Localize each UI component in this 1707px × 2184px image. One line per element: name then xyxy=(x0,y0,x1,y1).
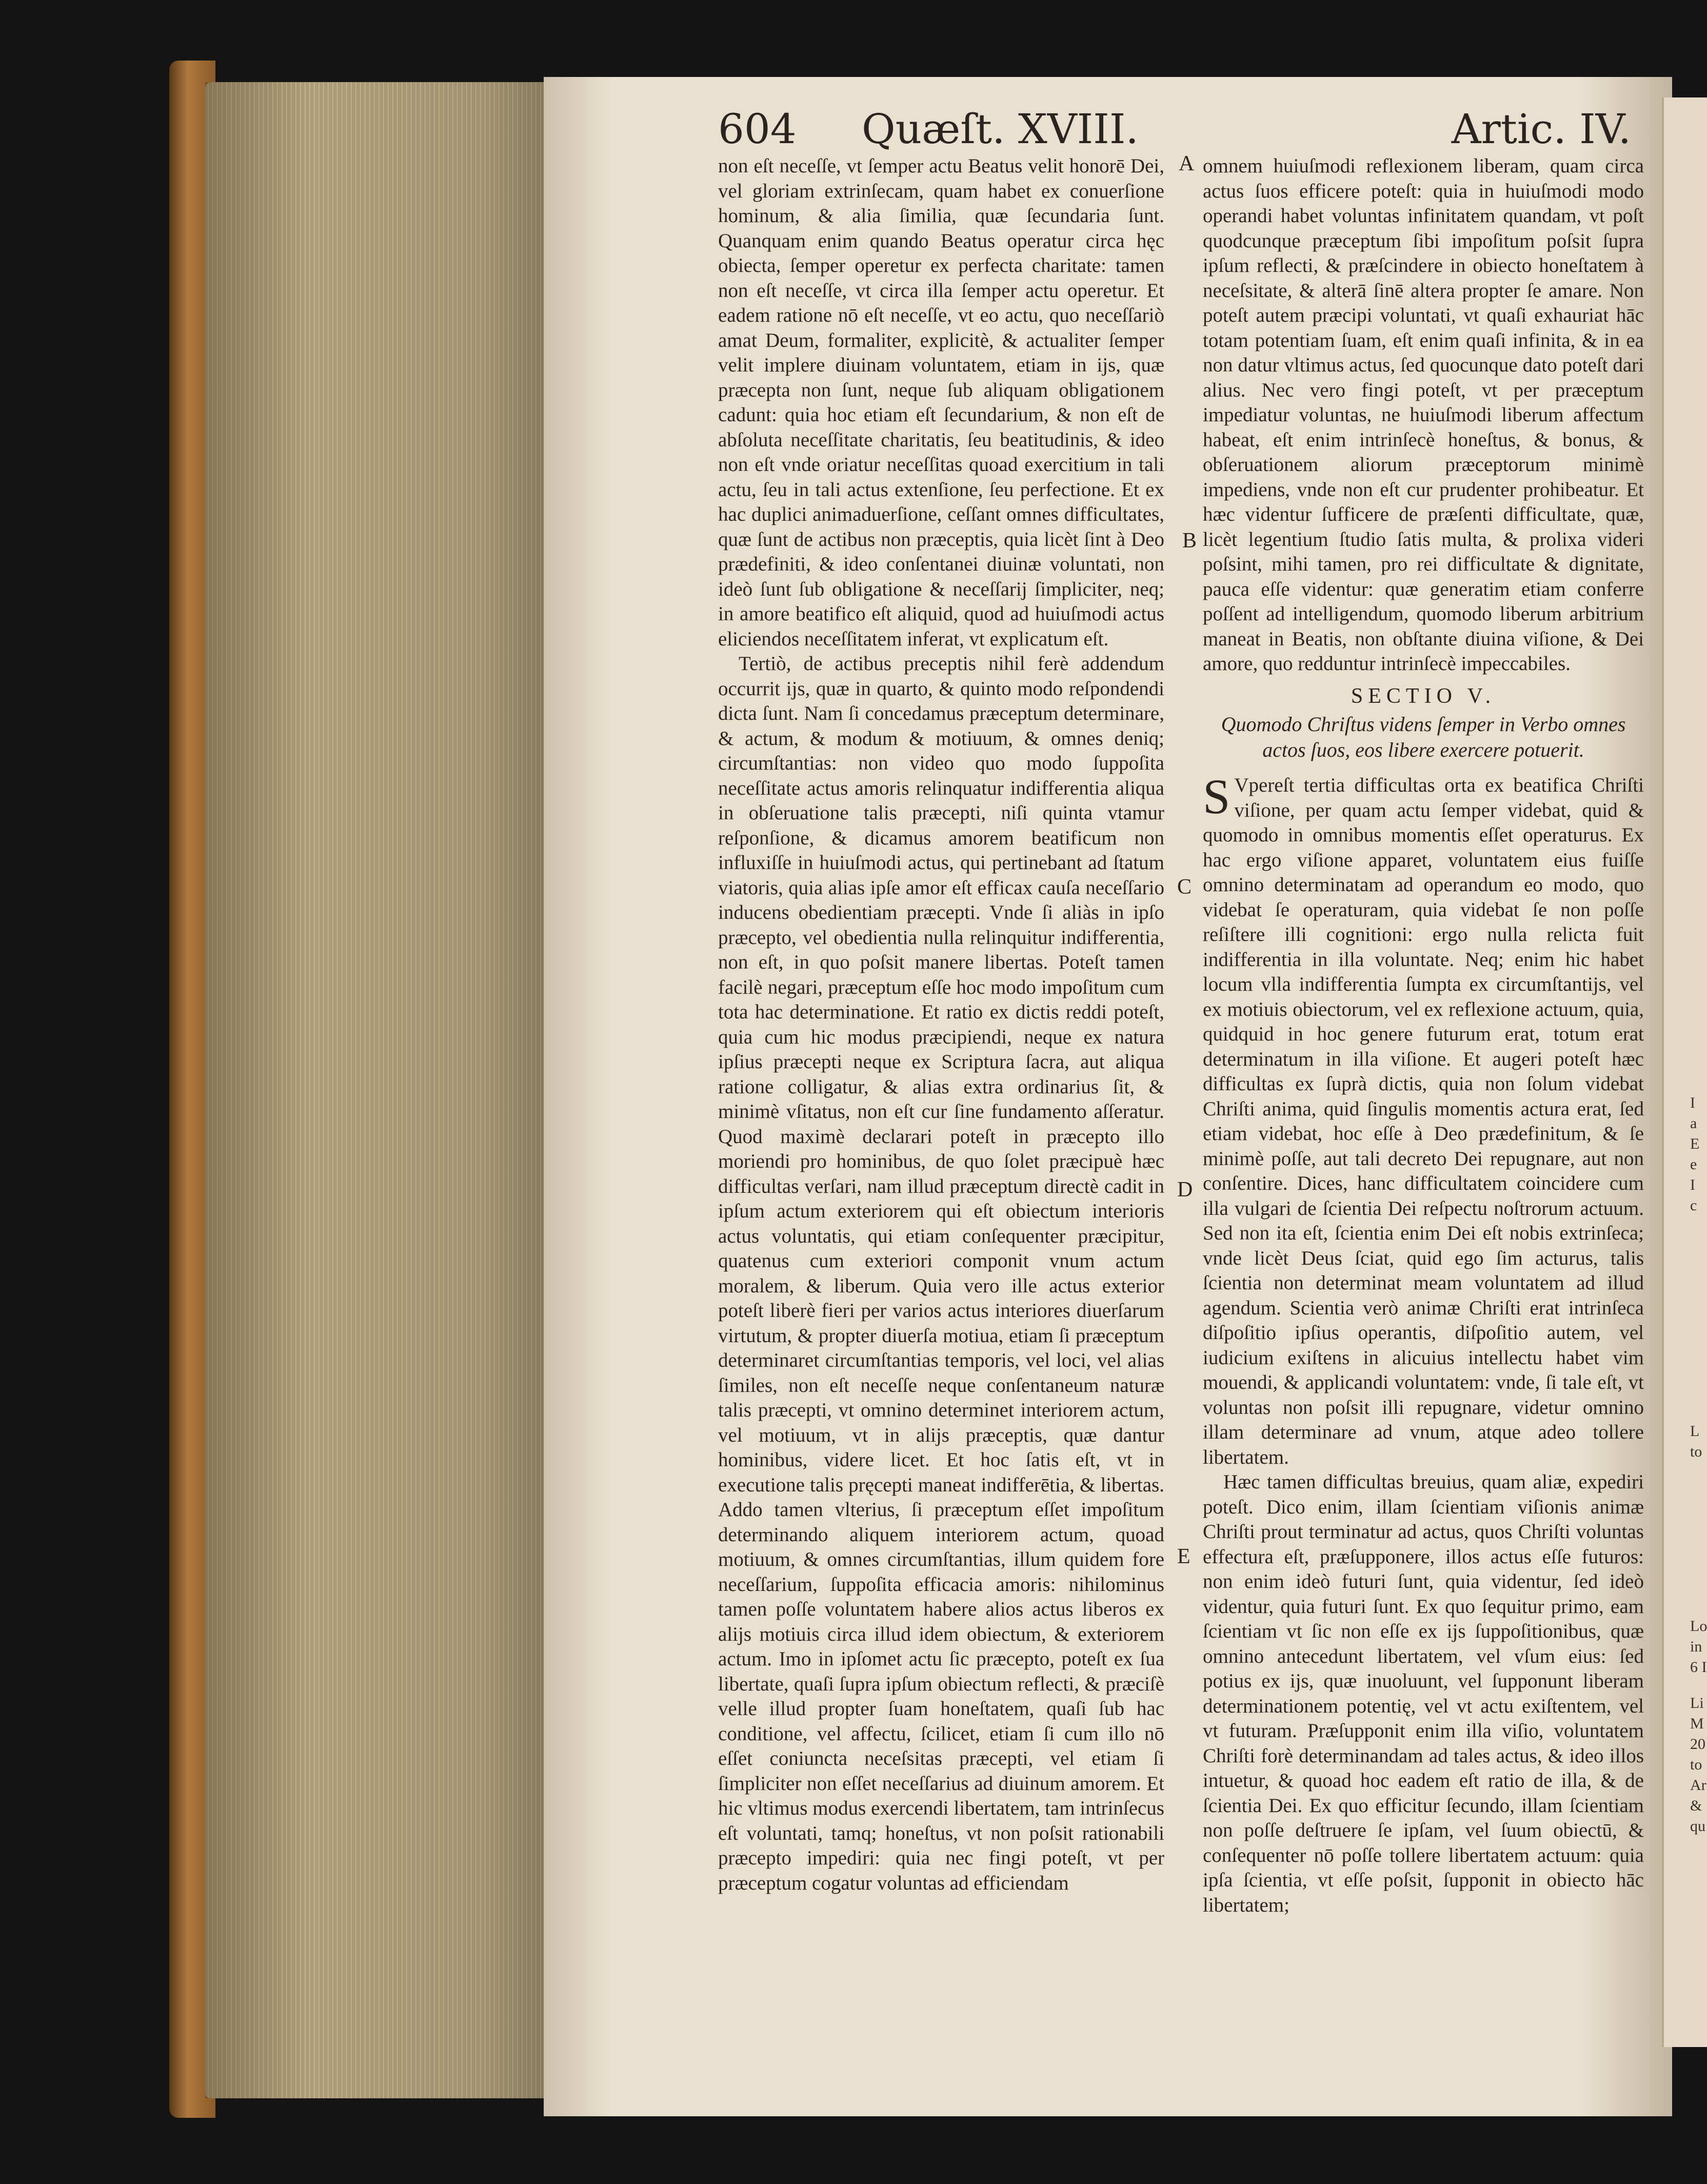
fore-edge-fragment: Li xyxy=(1690,1695,1704,1711)
left-paragraph-2: Tertiò, de actibus preceptis nihil ferè addendum occurrit ijs, quæ in quarto, & quinto modo reſpondendi dicta ſunt. Nam ſi concedamus præceptum determinare, & actum, & modum & motiuum, & omnes deniq; circumſtantias: non video quo modo ſuppoſita neceſſitate actus amoris relinquatur indifferentia aliqua in obſeruatione talis præcepti, niſi quinta vtamur reſponſione, & dicamus amorem beatificum non influxiſſe in huiuſmodi actus, qui pertinebant ad ſtatum viatoris, quia alias ipſe amor eſt efficax cauſa neceſſario inducens obedientiam præcepti. Vnde ſi aliàs in ipſo præcepto, vel obedientia nulla relinquitur indifferentia, non eſt, in quo poſsit manere libertas. Poteſt tamen facilè negari, præceptum eſſe hoc modo impoſitum cum tota hac determinatione. Et ratio ex dictis reddi poteſt, quia cum hic modus præcipiendi, neque ex natura ipſius præcepti neque ex Scriptura ſacra, aut aliqua ratione colligatur, & alias extra ordinarius ſit, & minimè vſitatus, non eſt cur ſine fundamento aſſeratur. Quod maximè declarari poteſt in præcepto illo moriendi pro hominibus, de quo ſolet præcipuè hæc difficultas verſari, nam illud præceptum directè cadit in ipſum actum exteriorem qui eſt obiectum interioris actus voluntatis, qui etiam conſequenter præcipitur, quatenus cum exteriori componit vnum actum moralem, & liberum. Quia vero ille actus exterior poteſt liberè fieri per varios actus interiores diuerſarum virtutum, & propter diuerſa motiua, etiam ſi præceptum determinaret circumſtantias temporis, vel loci, vel alias ſimiles, non eſt neceſſe neque conſentaneum naturæ talis præcepti, vt omnino determinet interiorem actum, vel motiuum, vt in alijs præceptis, quæ dantur hominibus, videre licet. Et hoc ſatis eſt, vt in executione talis pręcepti maneat indifferētia, & libertas. Addo tamen vlterius, ſi præceptum eſſet impoſitum determinando aliquem interiorem actum, quoad motiuum, & omnes circumſtantias, illum quidem fore neceſſarium, ſuppoſita efficacia amoris: nihilominus tamen poſſe voluntatem habere alios actus liberos ex alijs motiuis circa illud idem obiectum, & exteriorem actum. Imo in ipſomet actu ſic præcepto, poteſt ex ſua libertate, quaſi ſupra ipſum obiectum reflecti, & præciſè velle illud propter ſuam honeſtatem, quaſi ſub hac conditione, vel affectu, ſcilicet, etiam ſi cum illo nō eſſet coniuncta neceſsitas præcepti, vel etiam ſi ſimpliciter non eſſet neceſſarius ad diuinum amorem. Et hic vltimus modus exercendi libertatem, tam intrinſecus eſt voluntati, tamq; honeſtus, vt non poſsit rationabili præcepto impediri: quia nec fingi poteſt, vt per præceptum cogatur voluntas ad efficiendam xyxy=(718,653,1164,1894)
fore-edge-fragment: e xyxy=(1690,1156,1697,1173)
fore-edge-fragment: c xyxy=(1690,1197,1697,1214)
right-paragraph-3: Hæc tamen difficultas breuius, quam aliæ, expediri poteſt. Dico enim, illam ſcientiam viſionis animæ Chriſti prout terminatur ad actus, quos Chriſti voluntas effectura eſt, præſupponere, illos actus eſſe futuros: non enim ideò futuri ſunt, quia videntur, ſed ideò videntur, quia futuri ſunt. Ex quo ſequitur primo, eam ſcientiam vt ſic non eſſe ex ijs ſuppoſitionibus, quæ omnino antecedunt libertatem, vel vſum eius: ſed potius ex ijs, quæ inuoluunt, vel ſupponunt liberam determinationem potentię, vel vt actu exiſtentem, vel vt futuram. Præſupponit enim illa viſio, voluntatem Chriſti forè determinandam ad tales actus, & ideo illos intuetur, & quoad hoc eadem eſt ratio de illa, & de ſcientia Dei. Ex quo efficitur ſecundo, illam ſcientiam non poſſe deſtruere ſe ipſam, vel ſuum obiectū, & conſequenter nō poſſe tollere libertatem actuum: quia ipſa ſcientia, vt eſſe poſsit, ſupponit in obiecto hāc libertatem; xyxy=(1203,1471,1644,1916)
fore-edge-fragment: I xyxy=(1690,1094,1695,1111)
margin-marker-d: D xyxy=(1177,1178,1193,1202)
fore-edge-fragment: 6 I xyxy=(1690,1659,1707,1676)
margin-marker-e: E xyxy=(1177,1545,1190,1568)
left-column xyxy=(718,154,1164,1896)
fore-edge-fragment-group-2 xyxy=(1690,1421,1702,1462)
fore-edge-fragment: E xyxy=(1690,1135,1700,1152)
fore-edge-fragment: to xyxy=(1690,1443,1702,1460)
fore-edge-fragment: M xyxy=(1690,1715,1704,1732)
question-heading: Quæſt. XVIII. xyxy=(862,105,1139,153)
margin-marker-b: B xyxy=(1182,529,1197,553)
left-paragraph-1: non eſt neceſſe, vt ſemper actu Beatus velit honorē Dei, vel gloriam extrinſecam, quam habet ex conuerſione hominum, & alia ſimilia, quæ ſecundaria ſunt. Quanquam enim quando Beatus operatur circa hęc obiecta, ſemper operetur ex perfecta charitate: tamen non eſt neceſſe, vt circa illa ſemper actu operetur. Et eadem ratione nō eſt neceſſe, vt eo actu, quo neceſſariò amat Deum, formaliter, explicitè, & actualiter ſemper velit implere diuinam voluntatem, etiam in ijs, quæ præcepta non ſunt, neque ſub aliquam obligationem cadunt: quia hoc etiam eſt ſecundarium, & non eſt de abſoluta neceſſitate charitatis, ſeu beatitudinis, & ideo non eſt vnde oriatur neceſſitas quoad exercitium in tali actu, ſeu in tali actus extenſione, ſeu perfectione. Et ex hac duplici animaduerſione, ceſſant omnes difficultates, quæ ſunt de actibus non præceptis, quia licèt ſint à Deo prædefiniti, & ideo conſentanei diuinæ voluntati, non ideò ſunt ſub obligatione & neceſſarij ſimpliciter, neq; in amore beatifico eſt aliquid, quod ad huiuſmodi actus eliciendos neceſſitatem inferat, vt explicatum eſt. xyxy=(718,155,1164,650)
running-head xyxy=(718,105,1631,162)
fore-edge-fragment: qu xyxy=(1690,1818,1705,1835)
fore-edge-fragment: & xyxy=(1690,1797,1702,1814)
fore-edge-fragment-group-4 xyxy=(1690,1693,1706,1837)
page-number: 604 xyxy=(718,105,797,153)
article-heading: Artic. IV. xyxy=(1451,105,1631,153)
right-paragraph-1: omnem huiuſmodi reflexionem liberam, quam circa actus ſuos efficere poteſt: quia in huiuſmodi modo operandi habet voluntas infinitatem quandam, vt poſt quodcunque præceptum ſibi impoſitum poſsit ſupra ipſum reflecti, & præſcindere in obiecto honeſtatem à neceſsitate, & alterā ſinē altera propter ſe amare. Non poteſt autem præcipi voluntati, vt quaſi exhauriat hāc totam potentiam ſuam, eſt enim quaſi infinita, & in ea non datur vltimus actus, ſed quocunque dato poteſt dari alius. Nec vero fingi poteſt, vt per præceptum impediatur voluntas, ne huiuſmodi liberum affectum habeat, eſt enim intrinſecè honeſtus, & bonus, & obſeruationem aliorum præceptorum minimè impediens, vnde non eſt cur prudenter prohibeatur. Et hæc videntur ſufficere de præſenti difficultate, quæ, licèt legentium ſtudio ſatis multa, & prolixa videri poſsint, mihi tamen, pro rei difficultate & dignitate, pauca eſſe videntur: quæ generatim etiam conferre poſſent ad intelligendum, quomodo liberum arbitrium maneat in Beatis, non obſtante diuina viſione, & Dei amore, quo redduntur intrinſecè impeccabiles. xyxy=(1203,155,1644,675)
fore-edge-fragment: L xyxy=(1690,1423,1700,1440)
section-subtitle: Quomodo Chriſtus videns ſemper in Verbo omnes actos ſuos, eos libere exercere potuerit. xyxy=(1221,713,1626,761)
right-column xyxy=(1203,154,1644,1918)
fore-edge-fragment: 20 xyxy=(1690,1736,1705,1753)
right-paragraph-2-text: Vpereſt tertia difficultas orta ex beatifica Chriſti viſione, per quam actu ſemper videbat, quid & quomodo in omnibus momentis eſſet operaturus. Ex hac ergo viſione apparet, voluntatem eius fuiſſe omnino determinatam ad operandum eo modo, quo videbat ſe operaturam, quia videbat ſe non poſſe reſiſtere illi cognitioni: ergo nulla relicta fuit indifferentia in illa voluntate. Neq; enim hic habet locum vlla indifferentia ſumpta ex circumſtantijs, vel ex motiuis obiectorum, vel ex reflexione actuum, quia, quidquid in hoc genere futurum erat, totum erat determinatum in illa viſione. Et augeri poteſt hæc difficultas ex ſuprà dictis, quia non ſolum videbat Chriſti anima, quid ſingulis momentis actura erat, ſed etiam videbat, hoc eſſe à Deo prædefinitum, & ſe minimè poſſe, aut tali decreto Dei repugnare, aut non conſentire. Dices, hanc difficultatem coincidere cum illa vulgari de ſcientia Dei reſpectu noſtrorum actuum. Sed non ita eſt, ſcientia enim Dei eſt nobis extrinſeca; vnde licèt Deus ſciat, quid ego ſim acturus, talis ſcientia non determinat meam voluntatem ad illud agendum. Scientia verò animæ Chriſti erat intrinſeca diſpoſitio ipſius operantis, diſpoſitio autem, vel iudicium exiſtens in alicuius intellectu habet vim mouendi, & applicandi voluntatem: vnde, ſi tale eſt, vt voluntas non poſsit illi repugnare, videtur omnino illam determinare ad vnum, atque adeo tollere libertatem. xyxy=(1203,774,1644,1468)
fore-edge-fragment: to xyxy=(1690,1756,1702,1773)
fore-edge-fragment-group-1 xyxy=(1690,1093,1699,1216)
fore-edge-fragment: Lo xyxy=(1690,1618,1707,1635)
page-edges xyxy=(205,82,554,2098)
fore-edge-fragment: I xyxy=(1690,1176,1695,1193)
fore-edge-fragment: Ar xyxy=(1690,1777,1706,1794)
right-paragraph-2 xyxy=(1203,769,1644,1470)
fore-edge-fragment: in xyxy=(1690,1638,1702,1655)
margin-marker-c: C xyxy=(1177,875,1192,899)
fore-edge-fragment-group-3 xyxy=(1690,1616,1707,1678)
drop-cap: S xyxy=(1203,769,1230,824)
margin-marker-a: A xyxy=(1179,152,1195,175)
section-heading: SECTIO V. xyxy=(1351,684,1496,708)
fore-edge-fragment: a xyxy=(1690,1115,1697,1132)
